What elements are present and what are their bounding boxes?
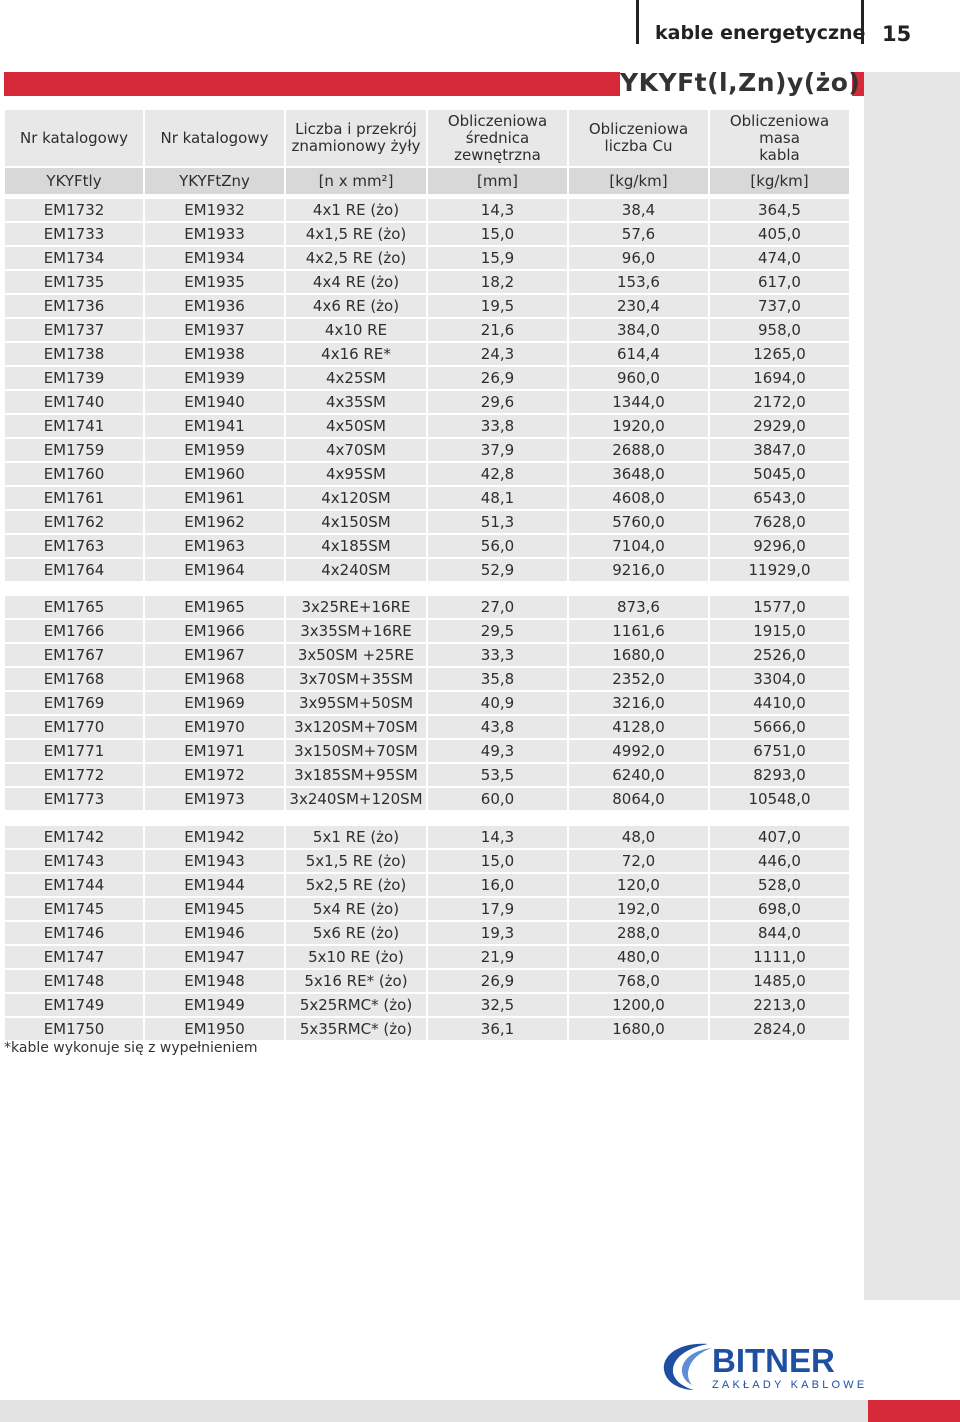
table-cell-cable-weight: 405,0 — [710, 223, 849, 245]
table-cell-catalog-zny: EM1937 — [145, 319, 284, 341]
table-cell-copper-weight: 7104,0 — [569, 535, 708, 557]
table-cell-cross-section: 4x150SM — [286, 511, 426, 533]
unit-cell-cross-section: [n x mm²] — [286, 168, 426, 194]
table-cell-cable-weight: 2526,0 — [710, 644, 849, 666]
table-cell-copper-weight: 120,0 — [569, 874, 708, 896]
table-cell-catalog-ly: EM1744 — [5, 874, 143, 896]
table-cell-cable-weight: 5045,0 — [710, 463, 849, 485]
table-cell-copper-weight: 38,4 — [569, 199, 708, 221]
table-cell-catalog-zny: EM1933 — [145, 223, 284, 245]
table-cell-cross-section: 4x4 RE (żo) — [286, 271, 426, 293]
table-cell-copper-weight: 4608,0 — [569, 487, 708, 509]
table-cell-diameter: 26,9 — [428, 970, 567, 992]
table-cell-diameter: 14,3 — [428, 199, 567, 221]
table-cell-copper-weight: 153,6 — [569, 271, 708, 293]
table-cell-catalog-zny: EM1968 — [145, 668, 284, 690]
table-cell-diameter: 29,6 — [428, 391, 567, 413]
table-cell-diameter: 27,0 — [428, 596, 567, 618]
table-cell-cable-weight: 364,5 — [710, 199, 849, 221]
table-cell-copper-weight: 288,0 — [569, 922, 708, 944]
table-cell-diameter: 17,9 — [428, 898, 567, 920]
table-cell-diameter: 32,5 — [428, 994, 567, 1016]
table-cell-catalog-ly: EM1736 — [5, 295, 143, 317]
side-gray-bar — [864, 72, 960, 1300]
table-cell-cable-weight: 2213,0 — [710, 994, 849, 1016]
table-cell-diameter: 15,0 — [428, 850, 567, 872]
table-cell-cross-section: 5x16 RE* (żo) — [286, 970, 426, 992]
table-cell-catalog-zny: EM1936 — [145, 295, 284, 317]
table-cell-cross-section: 4x120SM — [286, 487, 426, 509]
table-cell-cross-section: 3x50SM +25RE — [286, 644, 426, 666]
table-cell-diameter: 14,3 — [428, 826, 567, 848]
page-number: 15 — [882, 22, 912, 46]
table-cell-cable-weight: 4410,0 — [710, 692, 849, 714]
table-cell-cross-section: 5x25RMC* (żo) — [286, 994, 426, 1016]
table-cell-catalog-zny: EM1965 — [145, 596, 284, 618]
table-cell-catalog-ly: EM1763 — [5, 535, 143, 557]
table-cell-cross-section: 3x120SM+70SM — [286, 716, 426, 738]
table-cell-copper-weight: 4992,0 — [569, 740, 708, 762]
table-cell-cable-weight: 844,0 — [710, 922, 849, 944]
table-cell-catalog-ly: EM1734 — [5, 247, 143, 269]
table-cell-cable-weight: 11929,0 — [710, 559, 849, 581]
table-cell-diameter: 36,1 — [428, 1018, 567, 1040]
table-cell-cross-section: 4x95SM — [286, 463, 426, 485]
table-cell-cable-weight: 3304,0 — [710, 668, 849, 690]
table-cell-catalog-zny: EM1969 — [145, 692, 284, 714]
table-cell-copper-weight: 1344,0 — [569, 391, 708, 413]
column-header-diameter: Obliczeniowa średnica zewnętrzna — [428, 110, 567, 166]
table-cell-catalog-ly: EM1741 — [5, 415, 143, 437]
table-cell-diameter: 60,0 — [428, 788, 567, 810]
table-cell-diameter: 21,9 — [428, 946, 567, 968]
table-cell-cable-weight: 1485,0 — [710, 970, 849, 992]
table-cell-diameter: 52,9 — [428, 559, 567, 581]
table-group-4-core — [4, 199, 850, 583]
table-cell-catalog-ly: EM1761 — [5, 487, 143, 509]
table-cell-catalog-ly: EM1767 — [5, 644, 143, 666]
column-header-cable-weight: Obliczeniowa masa kabla — [710, 110, 849, 166]
table-cell-cable-weight: 9296,0 — [710, 535, 849, 557]
table-cell-cable-weight: 5666,0 — [710, 716, 849, 738]
table-cell-cross-section: 5x2,5 RE (żo) — [286, 874, 426, 896]
table-cell-catalog-ly: EM1743 — [5, 850, 143, 872]
table-cell-cable-weight: 1577,0 — [710, 596, 849, 618]
table-cell-diameter: 16,0 — [428, 874, 567, 896]
table-cell-diameter: 15,9 — [428, 247, 567, 269]
table-cell-copper-weight: 1680,0 — [569, 1018, 708, 1040]
table-cell-catalog-ly: EM1735 — [5, 271, 143, 293]
header-divider-left — [636, 0, 639, 44]
table-cell-diameter: 29,5 — [428, 620, 567, 642]
table-cell-copper-weight: 230,4 — [569, 295, 708, 317]
table-cell-diameter: 49,3 — [428, 740, 567, 762]
table-cell-copper-weight: 614,4 — [569, 343, 708, 365]
table-cell-copper-weight: 4128,0 — [569, 716, 708, 738]
table-cell-catalog-zny: EM1960 — [145, 463, 284, 485]
table-cell-cable-weight: 617,0 — [710, 271, 849, 293]
table-cell-diameter: 21,6 — [428, 319, 567, 341]
table-cell-catalog-zny: EM1972 — [145, 764, 284, 786]
table-cell-catalog-ly: EM1749 — [5, 994, 143, 1016]
table-cell-catalog-zny: EM1966 — [145, 620, 284, 642]
logo-wordmark: BITNER — [712, 1342, 835, 1379]
table-cell-catalog-ly: EM1748 — [5, 970, 143, 992]
table-cell-copper-weight: 1161,6 — [569, 620, 708, 642]
table-cell-diameter: 33,3 — [428, 644, 567, 666]
table-cell-catalog-zny: EM1934 — [145, 247, 284, 269]
table-cell-copper-weight: 960,0 — [569, 367, 708, 389]
table-cell-cross-section: 4x25SM — [286, 367, 426, 389]
table-cell-catalog-zny: EM1935 — [145, 271, 284, 293]
table-cell-cross-section: 4x35SM — [286, 391, 426, 413]
table-group-5-core — [4, 826, 850, 1042]
table-cell-diameter: 15,0 — [428, 223, 567, 245]
table-cell-catalog-zny: EM1938 — [145, 343, 284, 365]
table-cell-cross-section: 3x150SM+70SM — [286, 740, 426, 762]
table-cell-catalog-zny: EM1944 — [145, 874, 284, 896]
table-cell-cable-weight: 446,0 — [710, 850, 849, 872]
unit-cell-catalog-ly: YKYFtly — [5, 168, 143, 194]
unit-cell-cable-weight: [kg/km] — [710, 168, 849, 194]
table-cell-diameter: 26,9 — [428, 367, 567, 389]
table-cell-diameter: 37,9 — [428, 439, 567, 461]
table-cell-catalog-zny: EM1948 — [145, 970, 284, 992]
table-cell-cross-section: 4x6 RE (żo) — [286, 295, 426, 317]
table-cell-cable-weight: 2824,0 — [710, 1018, 849, 1040]
table-cell-diameter: 42,8 — [428, 463, 567, 485]
table-cell-cross-section: 4x10 RE — [286, 319, 426, 341]
table-cell-cable-weight: 2929,0 — [710, 415, 849, 437]
table-cell-cross-section: 3x70SM+35SM — [286, 668, 426, 690]
table-cell-cross-section: 5x10 RE (żo) — [286, 946, 426, 968]
table-cell-cross-section: 5x1,5 RE (żo) — [286, 850, 426, 872]
table-cell-catalog-ly: EM1772 — [5, 764, 143, 786]
table-cell-copper-weight: 1200,0 — [569, 994, 708, 1016]
table-cell-copper-weight: 1680,0 — [569, 644, 708, 666]
table-cell-cable-weight: 10548,0 — [710, 788, 849, 810]
table-header — [4, 110, 850, 196]
table-cell-copper-weight: 2688,0 — [569, 439, 708, 461]
table-cell-copper-weight: 3648,0 — [569, 463, 708, 485]
table-cell-diameter: 56,0 — [428, 535, 567, 557]
table-cell-cable-weight: 1915,0 — [710, 620, 849, 642]
table-cell-catalog-zny: EM1943 — [145, 850, 284, 872]
table-cell-catalog-ly: EM1771 — [5, 740, 143, 762]
table-cell-copper-weight: 9216,0 — [569, 559, 708, 581]
table-cell-catalog-ly: EM1770 — [5, 716, 143, 738]
table-cell-catalog-ly: EM1750 — [5, 1018, 143, 1040]
table-cell-catalog-zny: EM1967 — [145, 644, 284, 666]
table-cell-diameter: 43,8 — [428, 716, 567, 738]
table-cell-copper-weight: 873,6 — [569, 596, 708, 618]
table-cell-copper-weight: 3216,0 — [569, 692, 708, 714]
table-cell-copper-weight: 1920,0 — [569, 415, 708, 437]
table-cell-cross-section: 5x1 RE (żo) — [286, 826, 426, 848]
table-cell-cable-weight: 737,0 — [710, 295, 849, 317]
table-cell-cross-section: 3x95SM+50SM — [286, 692, 426, 714]
table-cell-catalog-zny: EM1940 — [145, 391, 284, 413]
table-cell-catalog-ly: EM1766 — [5, 620, 143, 642]
table-cell-diameter: 19,5 — [428, 295, 567, 317]
table-cell-diameter: 18,2 — [428, 271, 567, 293]
table-cell-cable-weight: 2172,0 — [710, 391, 849, 413]
table-cell-diameter: 40,9 — [428, 692, 567, 714]
table-cell-diameter: 53,5 — [428, 764, 567, 786]
table-cell-cable-weight: 3847,0 — [710, 439, 849, 461]
table-cell-catalog-ly: EM1742 — [5, 826, 143, 848]
table-cell-cross-section: 3x185SM+95SM — [286, 764, 426, 786]
table-cell-diameter: 24,3 — [428, 343, 567, 365]
table-cell-diameter: 48,1 — [428, 487, 567, 509]
table-cell-catalog-zny: EM1961 — [145, 487, 284, 509]
logo-tagline: ZAKŁADY KABLOWE — [712, 1379, 868, 1391]
product-title: YKYFt(l,Zn)y(żo) — [620, 66, 852, 104]
table-cell-cross-section: 4x16 RE* — [286, 343, 426, 365]
table-cell-copper-weight: 2352,0 — [569, 668, 708, 690]
table-cell-copper-weight: 192,0 — [569, 898, 708, 920]
table-cell-catalog-ly: EM1740 — [5, 391, 143, 413]
table-cell-cable-weight: 958,0 — [710, 319, 849, 341]
table-cell-catalog-ly: EM1764 — [5, 559, 143, 581]
table-cell-cross-section: 4x240SM — [286, 559, 426, 581]
table-cell-cross-section: 4x1,5 RE (żo) — [286, 223, 426, 245]
table-cell-cross-section: 3x35SM+16RE — [286, 620, 426, 642]
table-cell-cable-weight: 407,0 — [710, 826, 849, 848]
unit-cell-catalog-zny: YKYFtZny — [145, 168, 284, 194]
table-cell-cable-weight: 474,0 — [710, 247, 849, 269]
table-cell-catalog-ly: EM1739 — [5, 367, 143, 389]
table-cell-cross-section: 4x50SM — [286, 415, 426, 437]
table-cell-catalog-zny: EM1942 — [145, 826, 284, 848]
table-cell-cross-section: 5x35RMC* (żo) — [286, 1018, 426, 1040]
table-cell-catalog-zny: EM1950 — [145, 1018, 284, 1040]
table-cell-catalog-zny: EM1949 — [145, 994, 284, 1016]
table-cell-catalog-zny: EM1970 — [145, 716, 284, 738]
table-cell-catalog-ly: EM1745 — [5, 898, 143, 920]
table-cell-catalog-zny: EM1959 — [145, 439, 284, 461]
table-cell-catalog-zny: EM1941 — [145, 415, 284, 437]
table-cell-copper-weight: 57,6 — [569, 223, 708, 245]
column-header-catalog-ly: Nr katalogowy — [5, 110, 143, 166]
table-cell-diameter: 33,8 — [428, 415, 567, 437]
table-cell-catalog-zny: EM1939 — [145, 367, 284, 389]
table-cell-copper-weight: 480,0 — [569, 946, 708, 968]
table-cell-diameter: 35,8 — [428, 668, 567, 690]
table-cell-cable-weight: 698,0 — [710, 898, 849, 920]
table-cell-catalog-ly: EM1733 — [5, 223, 143, 245]
table-cell-catalog-zny: EM1971 — [145, 740, 284, 762]
table-cell-cross-section: 3x240SM+120SM — [286, 788, 426, 810]
table-cell-catalog-zny: EM1932 — [145, 199, 284, 221]
table-cell-catalog-zny: EM1945 — [145, 898, 284, 920]
table-cell-copper-weight: 5760,0 — [569, 511, 708, 533]
table-cell-catalog-ly: EM1738 — [5, 343, 143, 365]
table-cell-cross-section: 4x70SM — [286, 439, 426, 461]
table-cell-cable-weight: 1694,0 — [710, 367, 849, 389]
table-cell-cable-weight: 528,0 — [710, 874, 849, 896]
table-cell-copper-weight: 384,0 — [569, 319, 708, 341]
table-cell-cross-section: 4x1 RE (żo) — [286, 199, 426, 221]
column-header-catalog-zny: Nr katalogowy — [145, 110, 284, 166]
table-cell-cable-weight: 6543,0 — [710, 487, 849, 509]
table-cell-catalog-ly: EM1762 — [5, 511, 143, 533]
table-cell-diameter: 19,3 — [428, 922, 567, 944]
table-cell-cross-section: 4x2,5 RE (żo) — [286, 247, 426, 269]
bottom-red-bar — [868, 1400, 960, 1422]
table-cell-copper-weight: 72,0 — [569, 850, 708, 872]
table-cell-cable-weight: 7628,0 — [710, 511, 849, 533]
table-cell-copper-weight: 768,0 — [569, 970, 708, 992]
table-cell-copper-weight: 8064,0 — [569, 788, 708, 810]
footnote: *kable wykonuje się z wypełnieniem — [4, 1040, 258, 1056]
table-group-3-core-reduced — [4, 596, 850, 812]
table-cell-catalog-ly: EM1773 — [5, 788, 143, 810]
table-cell-cross-section: 5x4 RE (żo) — [286, 898, 426, 920]
bottom-gray-bar — [0, 1400, 868, 1422]
table-cell-catalog-zny: EM1964 — [145, 559, 284, 581]
table-cell-cable-weight: 1111,0 — [710, 946, 849, 968]
section-category: kable energetyczne — [655, 22, 866, 44]
column-header-copper-weight: Obliczeniowa liczba Cu — [569, 110, 708, 166]
table-cell-catalog-ly: EM1737 — [5, 319, 143, 341]
unit-cell-copper-weight: [kg/km] — [569, 168, 708, 194]
table-cell-catalog-ly: EM1746 — [5, 922, 143, 944]
table-cell-cable-weight: 8293,0 — [710, 764, 849, 786]
unit-cell-diameter: [mm] — [428, 168, 567, 194]
table-cell-cross-section: 3x25RE+16RE — [286, 596, 426, 618]
table-cell-diameter: 51,3 — [428, 511, 567, 533]
table-cell-catalog-zny: EM1963 — [145, 535, 284, 557]
table-cell-catalog-ly: EM1768 — [5, 668, 143, 690]
table-cell-catalog-ly: EM1769 — [5, 692, 143, 714]
table-cell-catalog-ly: EM1759 — [5, 439, 143, 461]
table-cell-catalog-ly: EM1732 — [5, 199, 143, 221]
table-cell-copper-weight: 48,0 — [569, 826, 708, 848]
table-cell-catalog-ly: EM1747 — [5, 946, 143, 968]
table-cell-cable-weight: 1265,0 — [710, 343, 849, 365]
table-cell-copper-weight: 96,0 — [569, 247, 708, 269]
table-cell-cable-weight: 6751,0 — [710, 740, 849, 762]
table-cell-catalog-zny: EM1946 — [145, 922, 284, 944]
table-cell-cross-section: 5x6 RE (żo) — [286, 922, 426, 944]
table-cell-catalog-zny: EM1973 — [145, 788, 284, 810]
table-cell-catalog-ly: EM1760 — [5, 463, 143, 485]
table-cell-catalog-zny: EM1962 — [145, 511, 284, 533]
table-cell-catalog-ly: EM1765 — [5, 596, 143, 618]
table-cell-cross-section: 4x185SM — [286, 535, 426, 557]
column-header-cross-section: Liczba i przekrój znamionowy żyły — [286, 110, 426, 166]
table-cell-copper-weight: 6240,0 — [569, 764, 708, 786]
table-cell-catalog-zny: EM1947 — [145, 946, 284, 968]
